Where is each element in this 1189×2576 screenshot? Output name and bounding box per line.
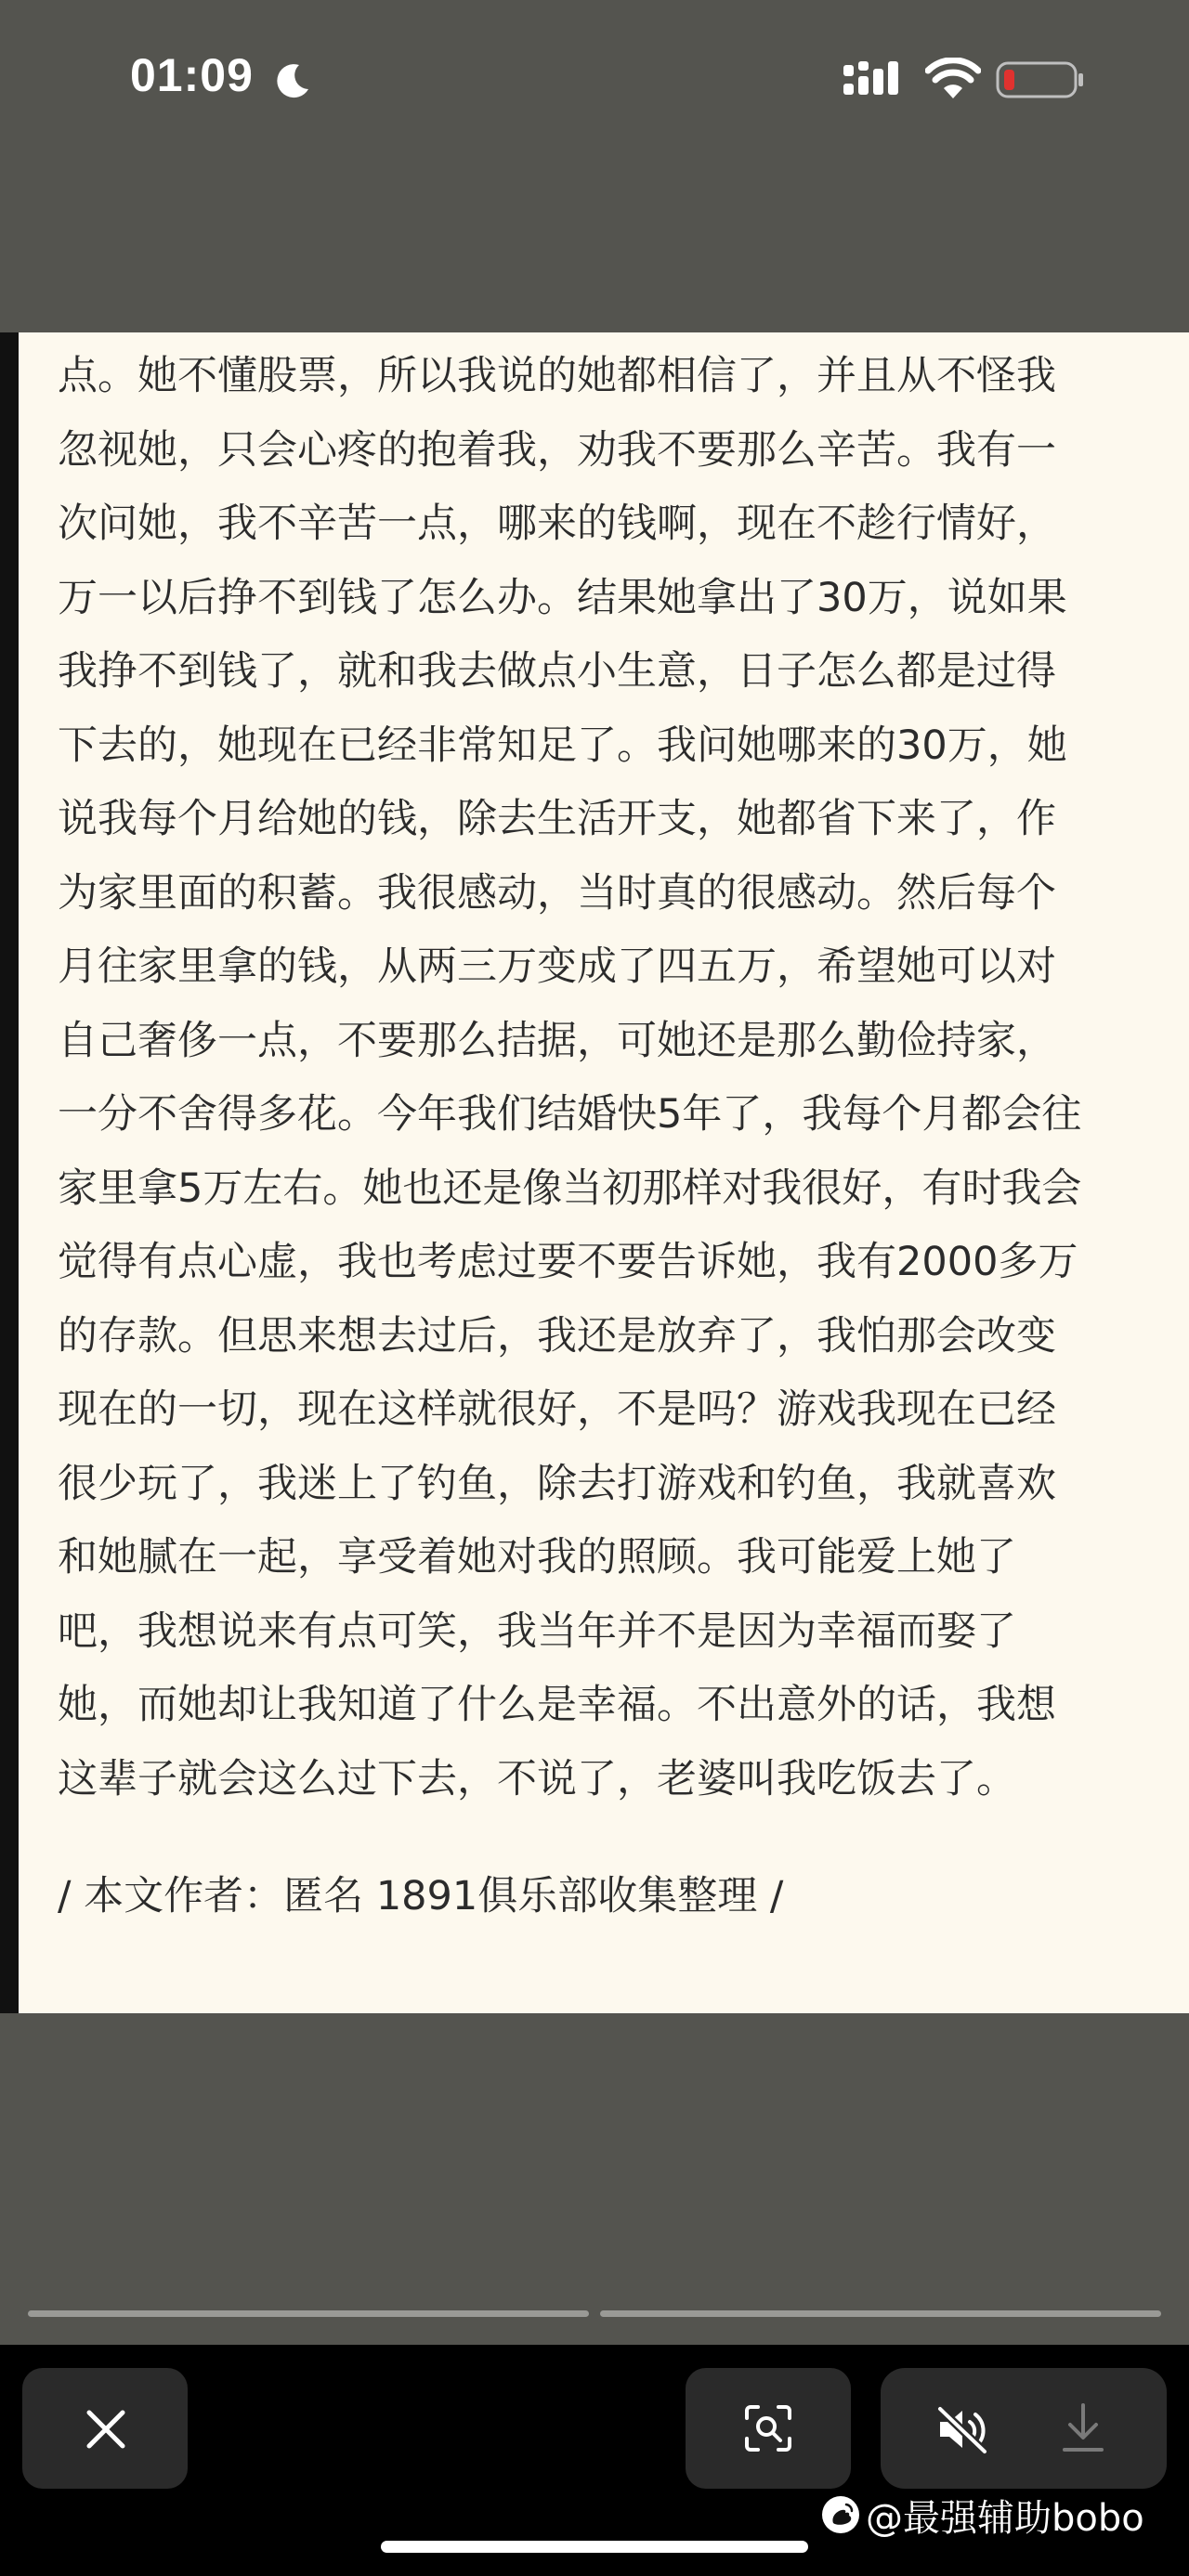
article-line: 为家里面的积蓄。我很感动，当时真的很感动。然后每个 [58, 869, 1056, 917]
visual-search-icon[interactable] [743, 2403, 793, 2453]
article-body [58, 340, 1144, 1816]
article-credit: / 本文作者：匿名 1891俱乐部收集整理 / [58, 1873, 784, 1919]
weibo-icon [821, 2495, 860, 2534]
article-line: 下去的，她现在已经非常知足了。我问她哪来的30万，她 [58, 722, 1067, 769]
article-line: 我挣不到钱了，就和我去做点小生意，日子怎么都是过得 [58, 648, 1056, 695]
watermark [821, 2489, 1144, 2541]
article-line: 忽视她，只会心疼的抱着我，劝我不要那么辛苦。我有一 [58, 426, 1056, 474]
status-bar [0, 0, 1189, 163]
close-icon[interactable] [82, 2405, 130, 2453]
article-card [0, 332, 1189, 2013]
battery-low-icon [996, 59, 1085, 100]
article-line: 万一以后挣不到钱了怎么办。结果她拿出了30万，说如果 [58, 574, 1067, 621]
status-time: 01:09 [130, 49, 254, 101]
moon-icon [271, 59, 314, 102]
article-line: 吧，我想说来有点可笑，我当年并不是因为幸福而娶了 [58, 1607, 1016, 1655]
article-line: 现在的一切，现在这样就很好，不是吗？游戏我现在已经 [58, 1386, 1056, 1433]
progress-segment-1[interactable] [28, 2310, 589, 2317]
article-line: 月往家里拿的钱，从两三万变成了四五万，希望她可以对 [58, 943, 1056, 990]
article-line: 自己奢侈一点，不要那么拮据，可她还是那么勤俭持家， [58, 1017, 1056, 1064]
article-line: 觉得有点心虚，我也考虑过要不要告诉她，我有2000多万 [58, 1239, 1078, 1285]
article-line: 一分不舍得多花。今年我们结婚快5年了，我每个月都会往 [58, 1091, 1082, 1138]
mute-icon[interactable] [934, 2403, 990, 2455]
progress-segment-2[interactable] [600, 2310, 1161, 2317]
article-line: 的存款。但思来想去过后，我还是放弃了，我怕那会改变 [58, 1312, 1056, 1360]
cellular-signal-icon [842, 59, 905, 102]
media-controls-pill [881, 2368, 1167, 2489]
article-line: 和她腻在一起，享受着她对我的照顾。我可能爱上她了 [58, 1534, 1016, 1581]
article-line: 她，而她却让我知道了什么是幸福。不出意外的话，我想 [58, 1682, 1056, 1728]
article-line: 家里拿5万左右。她也还是像当初那样对我很好，有时我会 [58, 1164, 1082, 1212]
article-line: 点。她不懂股票，所以我说的她都相信了，并且从不怪我 [58, 353, 1056, 399]
home-indicator[interactable] [381, 2541, 808, 2553]
article-line: 这辈子就会这么过下去，不说了，老婆叫我吃饭去了。 [58, 1755, 1016, 1802]
article-line: 很少玩了，我迷上了钓鱼，除去打游戏和钓鱼，我就喜欢 [58, 1460, 1056, 1507]
article-left-edge [0, 332, 19, 2013]
watermark-text: @最强辅助bobo [866, 2496, 1144, 2540]
article-line: 次问她，我不辛苦一点，哪来的钱啊，现在不趁行情好， [58, 501, 1056, 547]
download-icon[interactable] [1059, 2401, 1107, 2455]
wifi-icon [925, 58, 981, 102]
article-line: 说我每个月给她的钱，除去生活开支，她都省下来了，作 [58, 796, 1056, 842]
